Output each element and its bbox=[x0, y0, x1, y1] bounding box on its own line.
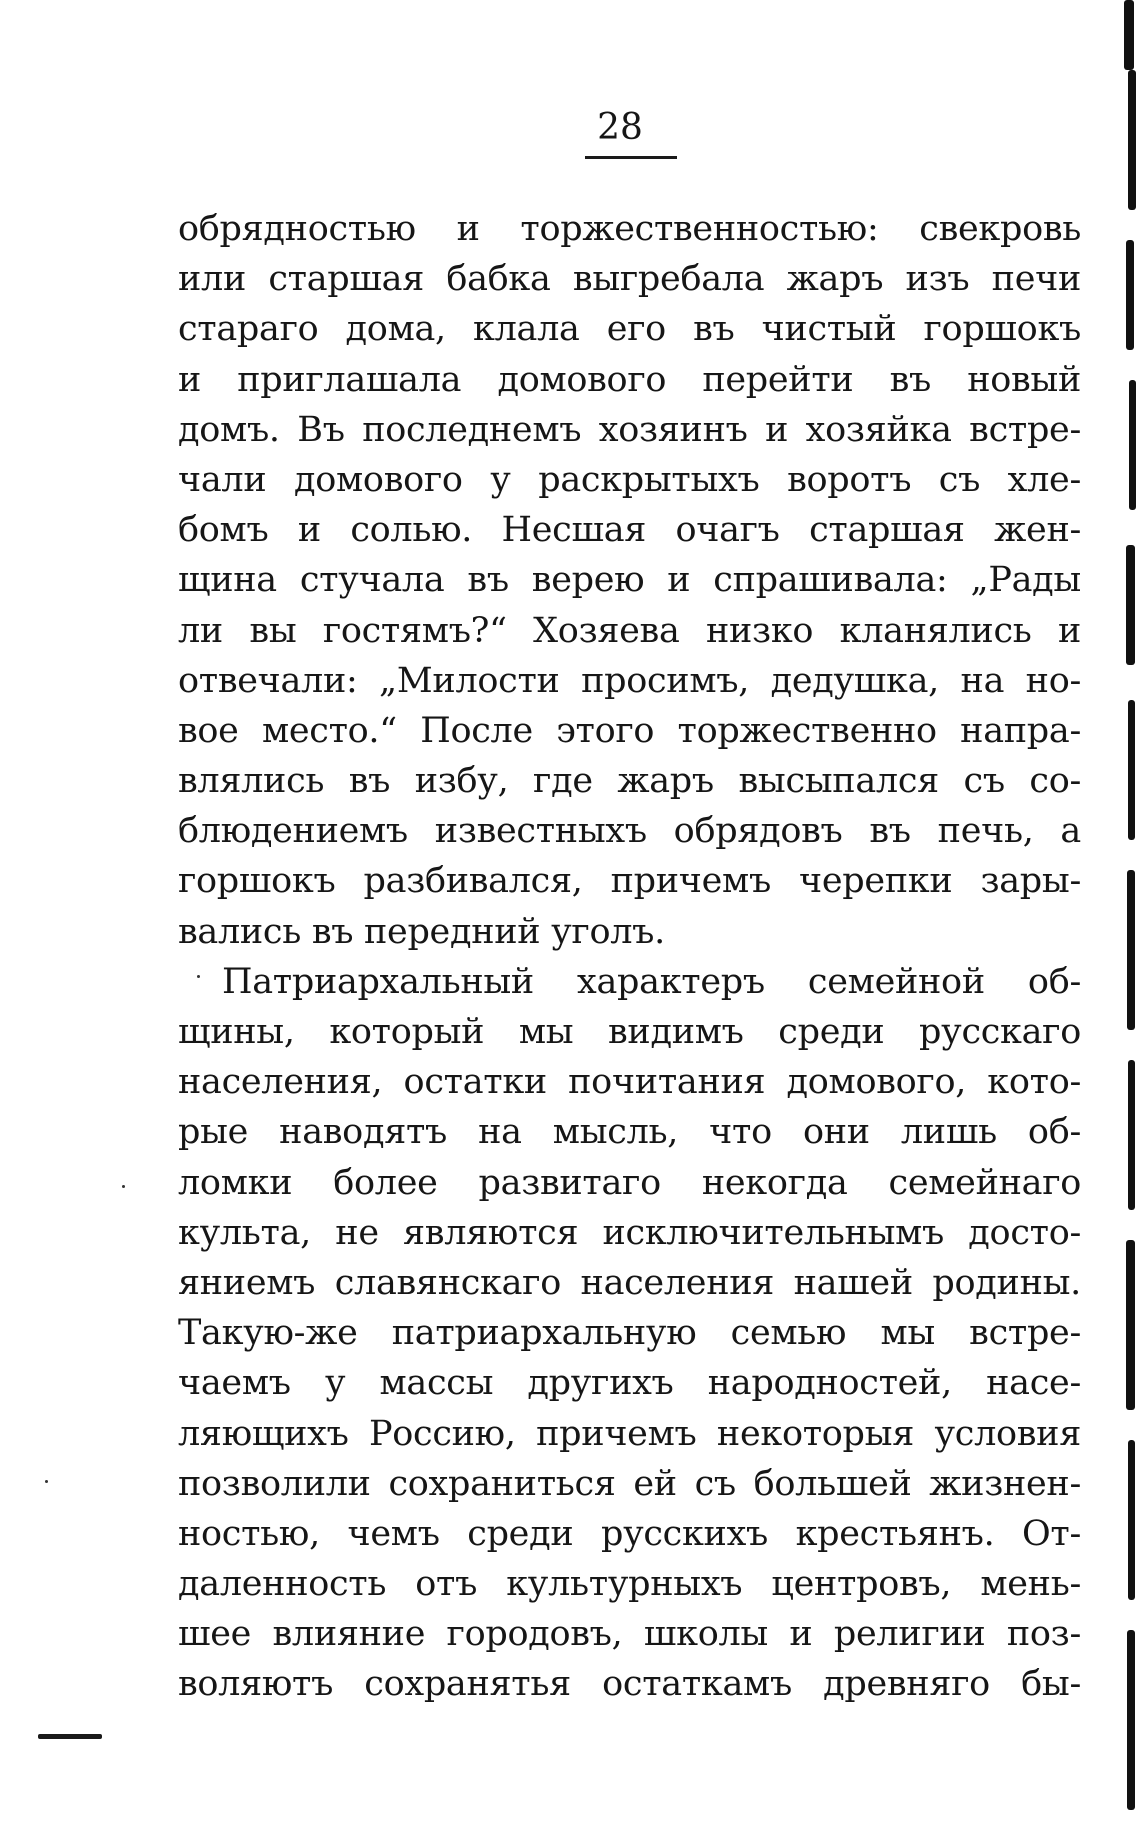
body-text bbox=[178, 204, 1081, 1710]
text-line: стараго дома, клала его въ чистый горшокъ bbox=[178, 309, 1081, 350]
text-line: яниемъ славянскаго населения нашей родины. bbox=[178, 1262, 1081, 1303]
text-line: вое место.“ После этого торжественно напра- bbox=[178, 710, 1081, 751]
text-line: даленность отъ культурныхъ центровъ, мень- bbox=[178, 1564, 1081, 1605]
text-line: домъ. Въ последнемъ хозяинъ и хозяйка встре- bbox=[178, 409, 1081, 450]
text-line: воляютъ сохранятья остаткамъ древняго бы- bbox=[178, 1664, 1081, 1705]
text-line: Такую-же патриархальную семью мы встре- bbox=[178, 1313, 1081, 1354]
text-line: ломки более развитаго некогда семейнаго bbox=[178, 1162, 1081, 1203]
text-line: чали домового у раскрытыхъ воротъ съ хле- bbox=[178, 459, 1081, 500]
text-line: рые наводятъ на мысль, что они лишь об- bbox=[178, 1112, 1081, 1153]
text-line: отвечали: „Милости просимъ, дедушка, на но- bbox=[178, 660, 1081, 701]
text-line: блюдениемъ известныхъ обрядовъ въ печь, а bbox=[178, 811, 1081, 852]
text-line: позволили сохраниться ей съ большей жизнен- bbox=[178, 1463, 1081, 1504]
text-line: горшокъ разбивался, причемъ черепки зары- bbox=[178, 861, 1081, 902]
scan-margin-mark bbox=[38, 1734, 102, 1739]
text-line: ли вы гостямъ?“ Хозяева низко кланялись и bbox=[178, 610, 1081, 651]
text-line: чаемъ у массы другихъ народностей, насе- bbox=[178, 1363, 1081, 1404]
text-line: щина стучала въ верею и спрашивала: „Рады bbox=[178, 560, 1081, 601]
scan-speck bbox=[122, 1185, 125, 1188]
text-line: культа, не являются исключительнымъ досто- bbox=[178, 1212, 1081, 1253]
scan-speck bbox=[197, 975, 200, 978]
text-line: щины, который мы видимъ среди русскаго bbox=[178, 1012, 1081, 1052]
text-line: вались въ передний уголъ. bbox=[178, 911, 665, 952]
text-line: ностью, чемъ среди русскихъ крестьянъ. От- bbox=[178, 1513, 1081, 1554]
text-line: населения, остатки почитания домового, кото- bbox=[178, 1062, 1081, 1103]
scan-binding-edge bbox=[1118, 0, 1140, 1847]
text-line: влялись въ избу, где жаръ высыпался съ со- bbox=[178, 761, 1081, 802]
page-number: 28 bbox=[597, 107, 643, 148]
text-line: ляющихъ Россию, причемъ некоторыя условия bbox=[178, 1413, 1081, 1454]
scan-speck bbox=[45, 1480, 48, 1483]
text-line: или старшая бабка выгребала жаръ изъ печи bbox=[178, 259, 1081, 300]
text-line: бомъ и солью. Несшая очагъ старшая жен- bbox=[178, 510, 1081, 551]
text-line: Патриархальный характеръ семейной об- bbox=[222, 961, 1081, 1002]
page-number-underline bbox=[585, 156, 677, 159]
text-line: обрядностью и торжественностью: свекровь bbox=[178, 209, 1081, 249]
text-line: и приглашала домового перейти въ новый bbox=[178, 359, 1081, 400]
text-line: шее влияние городовъ, школы и религии поз- bbox=[178, 1614, 1081, 1655]
